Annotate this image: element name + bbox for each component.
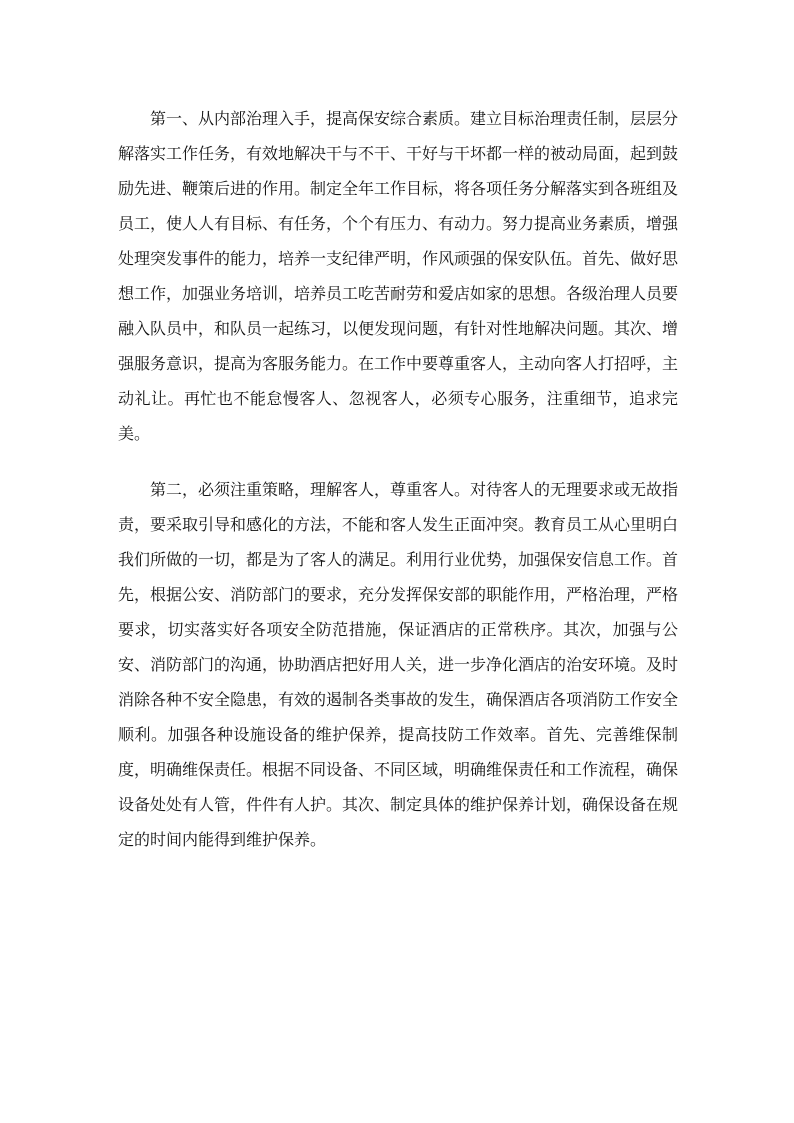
paragraph-second: 第二，必须注重策略，理解客人，尊重客人。对待客人的无理要求或无故指责，要采取引导和感化的方法，不能和客人发生正面冲突。教育员工从心里明白我们所做的一切，都是为了客人的满足。利用行业优势，加强保安信息工作。首先，根据公安、消防部门的要求，充分发挥保安部的职能作用，严格治理，严格要求，切实落实好各项安全防范措施，保证酒店的正常秩序。其次，加强与公安、消防部门的沟通，协助酒店把好用人关，进一步净化酒店的治安环境。及时消除各种不安全隐患，有效的遏制各类事故的发生，确保酒店各项消防工作安全顺利。加强各种设施设备的维护保养，提高技防工作效率。首先、完善维保制度，明确维保责任。根据不同设备、不同区域，明确维保责任和工作流程，确保设备处处有人管，件件有人护。其次、制定具体的维护保养计划，确保设备在规定的时间内能得到维护保养。 bbox=[118, 480, 679, 849]
paragraph-first: 第一、从内部治理入手，提高保安综合素质。建立目标治理责任制，层层分解落实工作任务，有效地解决干与不干、干好与干坏都一样的被动局面，起到鼓励先进、鞭策后进的作用。制定全年工作目标，将各项任务分解落实到各班组及员工，使人人有目标、有任务，个个有压力、有动力。努力提高业务素质，增强处理突发事件的能力，培养一支纪律严明，作风顽强的保安队伍。首先、做好思想工作，加强业务培训，培养员工吃苦耐劳和爱店如家的思想。各级治理人员要融入队员中，和队员一起练习，以便发现问题，有针对性地解决问题。其次、增强服务意识，提高为客服务能力。在工作中要尊重客人，主动向客人打招呼，主动礼让。再忙也不能怠慢客人、忽视客人，必须专心服务，注重细节，追求完美。 bbox=[118, 109, 679, 443]
document-body bbox=[118, 101, 678, 857]
